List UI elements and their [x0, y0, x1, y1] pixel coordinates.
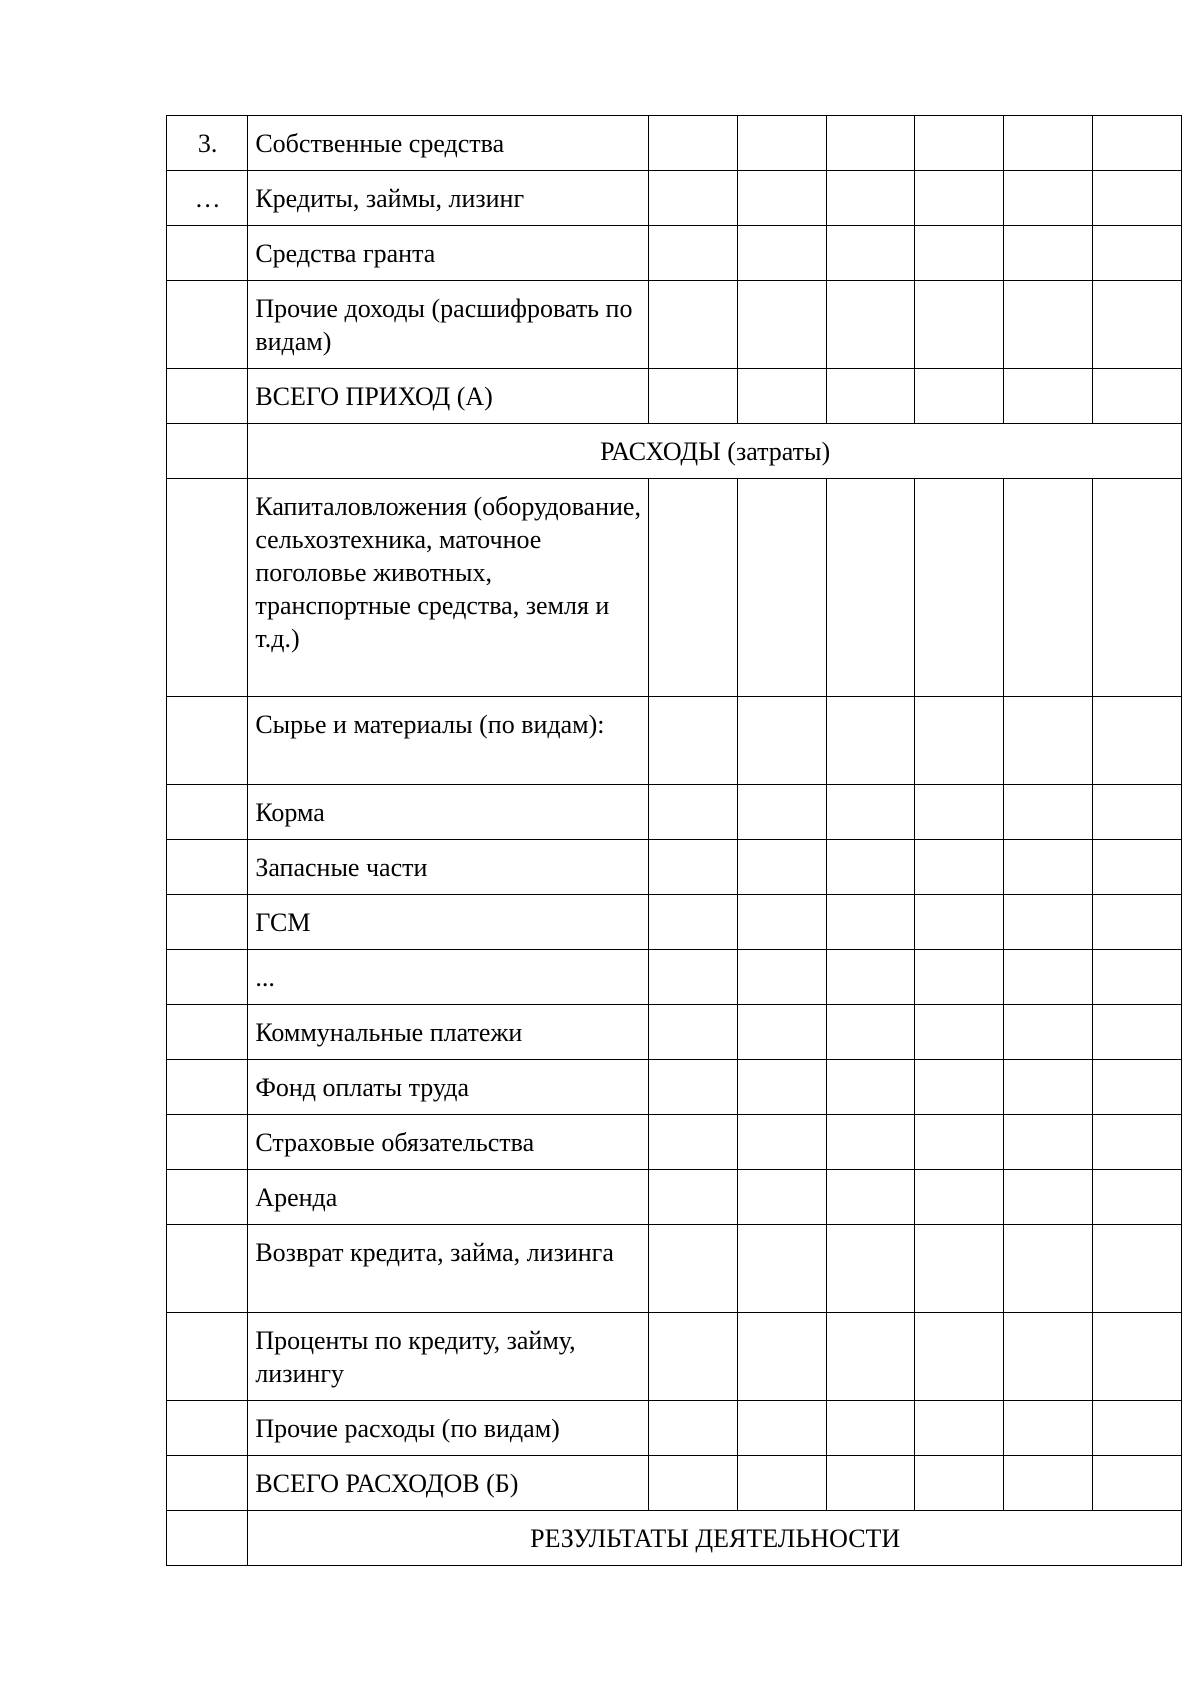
value-cell	[915, 697, 1004, 785]
value-cell	[1093, 1005, 1182, 1060]
row-number	[167, 1170, 248, 1225]
row-label: ВСЕГО ПРИХОД (А)	[248, 369, 649, 424]
row-number	[167, 895, 248, 950]
row-number	[167, 424, 248, 479]
value-cell	[648, 171, 737, 226]
value-cell	[915, 226, 1004, 281]
row-number	[167, 479, 248, 697]
value-cell	[1093, 226, 1182, 281]
value-cell	[1093, 281, 1182, 369]
value-cell	[648, 369, 737, 424]
row-number	[167, 1511, 248, 1566]
value-cell	[826, 785, 915, 840]
value-cell	[915, 1225, 1004, 1313]
value-cell	[1004, 785, 1093, 840]
row-number	[167, 369, 248, 424]
table-row	[167, 281, 1182, 369]
value-cell	[737, 950, 826, 1005]
row-label: Капиталовложения (оборудование, сельхозтехника, маточное поголовье животных, транспортные средства, земля и т.д.)	[248, 479, 649, 697]
table-row	[167, 1170, 1182, 1225]
value-cell	[1093, 895, 1182, 950]
value-cell	[826, 1060, 915, 1115]
value-cell	[826, 840, 915, 895]
value-cell	[826, 1115, 915, 1170]
table-row	[167, 369, 1182, 424]
value-cell	[1004, 369, 1093, 424]
value-cell	[826, 1401, 915, 1456]
value-cell	[1004, 1060, 1093, 1115]
row-label: Корма	[248, 785, 649, 840]
table-row	[167, 1005, 1182, 1060]
row-number	[167, 1225, 248, 1313]
row-label: Собственные средства	[248, 116, 649, 171]
value-cell	[737, 895, 826, 950]
row-number	[167, 950, 248, 1005]
value-cell	[737, 369, 826, 424]
section-heading: РЕЗУЛЬТАТЫ ДЕЯТЕЛЬНОСТИ	[248, 1511, 1182, 1566]
value-cell	[737, 1115, 826, 1170]
value-cell	[1093, 116, 1182, 171]
value-cell	[737, 1170, 826, 1225]
table-row	[167, 226, 1182, 281]
value-cell	[1004, 1456, 1093, 1511]
row-label: Аренда	[248, 1170, 649, 1225]
value-cell	[915, 116, 1004, 171]
value-cell	[1004, 697, 1093, 785]
value-cell	[648, 1401, 737, 1456]
row-label: Прочие расходы (по видам)	[248, 1401, 649, 1456]
value-cell	[915, 1170, 1004, 1225]
value-cell	[915, 840, 1004, 895]
section-row-results	[167, 1511, 1182, 1566]
value-cell	[915, 369, 1004, 424]
value-cell	[648, 281, 737, 369]
value-cell	[915, 281, 1004, 369]
row-label: Фонд оплаты труда	[248, 1060, 649, 1115]
row-number	[167, 1313, 248, 1401]
value-cell	[648, 116, 737, 171]
row-number	[167, 1005, 248, 1060]
value-cell	[915, 1115, 1004, 1170]
table-row	[167, 1225, 1182, 1313]
value-cell	[915, 171, 1004, 226]
row-number	[167, 1115, 248, 1170]
value-cell	[1004, 281, 1093, 369]
value-cell	[737, 281, 826, 369]
row-number	[167, 785, 248, 840]
value-cell	[1004, 1401, 1093, 1456]
row-number	[167, 840, 248, 895]
value-cell	[826, 1456, 915, 1511]
value-cell	[737, 1401, 826, 1456]
section-row-expenses	[167, 424, 1182, 479]
section-heading: РАСХОДЫ (затраты)	[248, 424, 1182, 479]
value-cell	[648, 950, 737, 1005]
value-cell	[1093, 1401, 1182, 1456]
value-cell	[737, 1225, 826, 1313]
value-cell	[826, 697, 915, 785]
table-row	[167, 697, 1182, 785]
value-cell	[1004, 479, 1093, 697]
value-cell	[915, 950, 1004, 1005]
row-label: Возврат кредита, займа, лизинга	[248, 1225, 649, 1313]
value-cell	[737, 1060, 826, 1115]
value-cell	[826, 1225, 915, 1313]
table-row	[167, 1060, 1182, 1115]
value-cell	[826, 479, 915, 697]
row-number: 3.	[167, 116, 248, 171]
value-cell	[826, 369, 915, 424]
value-cell	[915, 895, 1004, 950]
table-row	[167, 840, 1182, 895]
value-cell	[737, 1005, 826, 1060]
value-cell	[826, 1313, 915, 1401]
value-cell	[1004, 895, 1093, 950]
value-cell	[826, 171, 915, 226]
row-label: Кредиты, займы, лизинг	[248, 171, 649, 226]
budget-table	[166, 115, 1182, 1566]
value-cell	[915, 1313, 1004, 1401]
value-cell	[737, 479, 826, 697]
value-cell	[1093, 1115, 1182, 1170]
value-cell	[737, 1313, 826, 1401]
value-cell	[737, 1456, 826, 1511]
value-cell	[826, 281, 915, 369]
value-cell	[1004, 226, 1093, 281]
value-cell	[1004, 1005, 1093, 1060]
value-cell	[826, 1170, 915, 1225]
value-cell	[648, 1115, 737, 1170]
value-cell	[648, 1225, 737, 1313]
value-cell	[826, 116, 915, 171]
value-cell	[648, 1005, 737, 1060]
value-cell	[826, 1005, 915, 1060]
value-cell	[648, 1170, 737, 1225]
table-row	[167, 479, 1182, 697]
row-label: Сырье и материалы (по видам):	[248, 697, 649, 785]
value-cell	[1004, 1170, 1093, 1225]
table-row	[167, 1401, 1182, 1456]
value-cell	[737, 785, 826, 840]
value-cell	[826, 950, 915, 1005]
row-label: Коммунальные платежи	[248, 1005, 649, 1060]
value-cell	[737, 116, 826, 171]
row-label: Проценты по кредиту, займу, лизингу	[248, 1313, 649, 1401]
value-cell	[1093, 840, 1182, 895]
value-cell	[737, 697, 826, 785]
value-cell	[648, 226, 737, 281]
value-cell	[1004, 116, 1093, 171]
value-cell	[1093, 479, 1182, 697]
table-row	[167, 1456, 1182, 1511]
value-cell	[648, 1060, 737, 1115]
value-cell	[648, 895, 737, 950]
value-cell	[915, 785, 1004, 840]
table-row	[167, 1115, 1182, 1170]
value-cell	[1093, 785, 1182, 840]
row-number	[167, 697, 248, 785]
table-row	[167, 785, 1182, 840]
value-cell	[1093, 1060, 1182, 1115]
value-cell	[1093, 950, 1182, 1005]
value-cell	[737, 171, 826, 226]
row-label: ВСЕГО РАСХОДОВ (Б)	[248, 1456, 649, 1511]
value-cell	[826, 895, 915, 950]
value-cell	[1004, 171, 1093, 226]
row-number	[167, 281, 248, 369]
row-label: Запасные части	[248, 840, 649, 895]
value-cell	[1093, 697, 1182, 785]
value-cell	[1093, 171, 1182, 226]
row-number: …	[167, 171, 248, 226]
value-cell	[648, 1313, 737, 1401]
value-cell	[915, 479, 1004, 697]
value-cell	[915, 1401, 1004, 1456]
value-cell	[1004, 1225, 1093, 1313]
row-label: Страховые обязательства	[248, 1115, 649, 1170]
value-cell	[1004, 950, 1093, 1005]
row-number	[167, 1060, 248, 1115]
value-cell	[1004, 1115, 1093, 1170]
value-cell	[1004, 1313, 1093, 1401]
value-cell	[915, 1456, 1004, 1511]
row-number	[167, 226, 248, 281]
row-label: Средства гранта	[248, 226, 649, 281]
value-cell	[737, 226, 826, 281]
value-cell	[1093, 1313, 1182, 1401]
row-label: ГСМ	[248, 895, 649, 950]
value-cell	[737, 840, 826, 895]
value-cell	[1093, 1225, 1182, 1313]
row-number	[167, 1456, 248, 1511]
table-row	[167, 950, 1182, 1005]
value-cell	[648, 697, 737, 785]
value-cell	[648, 785, 737, 840]
table-row	[167, 1313, 1182, 1401]
table-row	[167, 895, 1182, 950]
value-cell	[1004, 840, 1093, 895]
value-cell	[915, 1005, 1004, 1060]
row-label: Прочие доходы (расшифровать по видам)	[248, 281, 649, 369]
row-number	[167, 1401, 248, 1456]
value-cell	[826, 226, 915, 281]
value-cell	[1093, 1170, 1182, 1225]
table-row	[167, 171, 1182, 226]
value-cell	[648, 840, 737, 895]
value-cell	[1093, 369, 1182, 424]
row-label: ...	[248, 950, 649, 1005]
table-row	[167, 116, 1182, 171]
value-cell	[915, 1060, 1004, 1115]
value-cell	[648, 479, 737, 697]
value-cell	[648, 1456, 737, 1511]
value-cell	[1093, 1456, 1182, 1511]
